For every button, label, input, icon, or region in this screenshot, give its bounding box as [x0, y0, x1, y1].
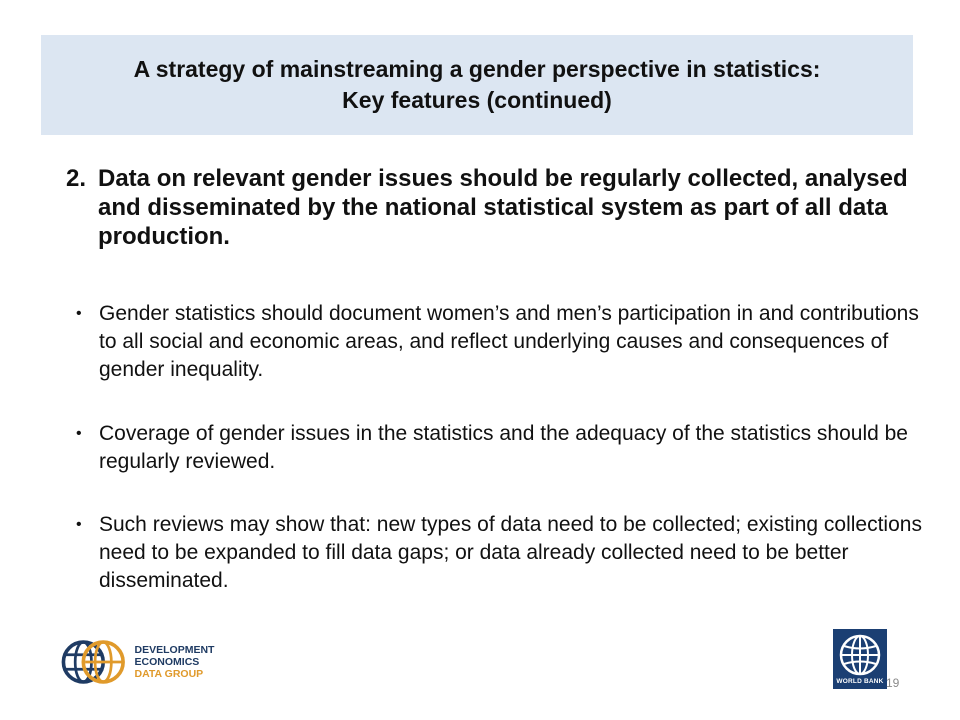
dec-data-group-logo	[58, 632, 268, 692]
section-heading	[66, 164, 916, 251]
world-bank-globe-icon	[838, 633, 882, 677]
title-line-1: A strategy of mainstreaming a gender perspective in statistics:	[133, 56, 821, 82]
world-bank-label: WORLD BANK	[836, 678, 884, 685]
bullet-dot: •	[76, 516, 82, 533]
dec-line-2: DATA GROUP	[134, 668, 204, 680]
bullet-item	[76, 511, 922, 595]
bullet-item	[76, 420, 922, 476]
slide-title	[134, 54, 821, 116]
title-bar	[41, 35, 913, 135]
bullet-text: Gender statistics should document women’s and men’s participation in and contributions to all social and economic areas, and reflect underlying causes and consequences of gender inequality.	[99, 302, 919, 381]
bullet-item	[76, 300, 922, 384]
heading-text: Data on relevant gender issues should be regularly collected, analysed and disseminated by the national statistical system as part of all data production.	[98, 165, 908, 250]
world-bank-logo	[833, 629, 887, 689]
dec-logo-text	[135, 644, 268, 680]
bullet-dot: •	[76, 305, 82, 322]
dec-globe-icon	[58, 634, 129, 690]
title-line-2: Key features (continued)	[342, 87, 612, 113]
dec-line-1: DEVELOPMENT ECONOMICS	[134, 644, 215, 668]
bullet-text: Coverage of gender issues in the statistics and the adequacy of the statistics should be regularly reviewed.	[99, 422, 908, 473]
bullet-dot: •	[76, 425, 82, 442]
page-number: 19	[886, 676, 900, 690]
heading-number: 2.	[66, 165, 87, 192]
bullet-text: Such reviews may show that: new types of data need to be collected; existing collections need to be expanded to fill data gaps; or data already collected need to be better disseminated.	[99, 513, 922, 592]
